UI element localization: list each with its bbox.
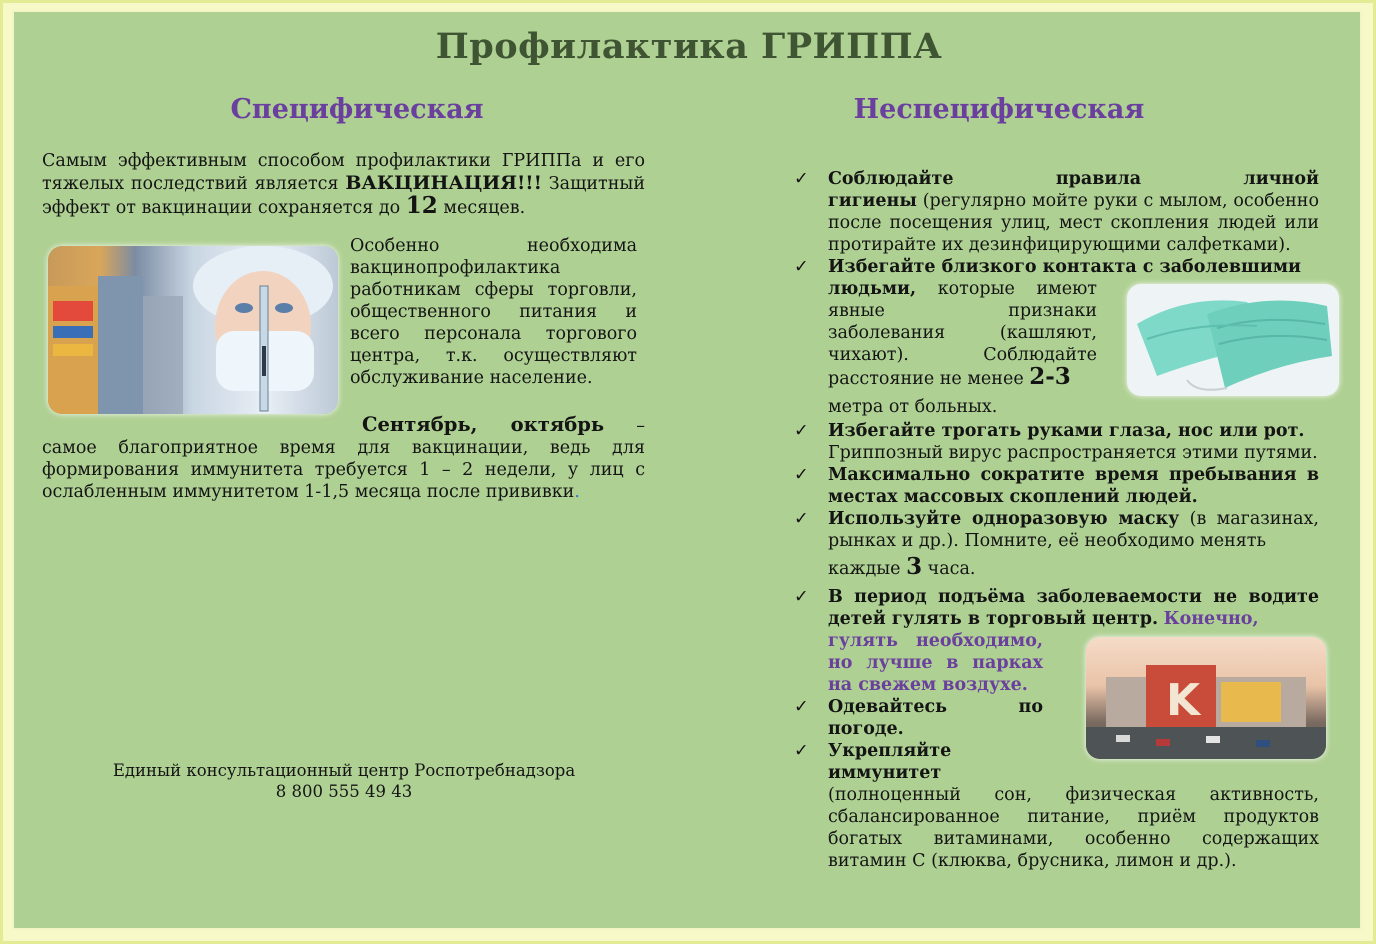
face-masks-illustration (1127, 284, 1339, 396)
check-icon: ✓ (794, 741, 809, 761)
list-item-avoid-contact: людьми, которые имеют явные признаки заболевания (кашляют, чихают). Соблюдайте расстояние не менее 2-3 (828, 279, 1097, 390)
check-icon: ✓ (794, 257, 809, 277)
list-item-children: В период подъёма заболеваемости не водите детей гулять в торговый центр. Конечно, (828, 587, 1319, 629)
leaflet (12, 10, 1362, 930)
footer-phone: 8 800 555 49 43 (275, 782, 413, 801)
check-icon: ✓ (794, 169, 809, 189)
intro-paragraph: Самым эффективным способом профилактики ГРИППа и его тяжелых последствий является ВАКЦИНАЦИЯ!!! Защитный эффект от вакцинации сохраняется до 12 месяцев. (42, 151, 645, 219)
mall-illustration (1086, 637, 1326, 759)
nonspecific-heading: Неспецифическая (853, 94, 1145, 125)
season-paragraph: Сентябрь, октябрь – самое благоприятное время для вакцинации, ведь для формирования иммунитета требуется 1 – 2 недели, у лиц с ослабленным иммунитетом 1-1,5 месяца после прививки. (42, 413, 645, 502)
nurse-syringe-image (48, 246, 338, 414)
list-item-mask-interval: каждые 3 часа. (828, 553, 976, 580)
list-item-touch-face: Избегайте трогать руками глаза, нос или рот. Гриппозный вирус распространяется этими путями. (828, 421, 1318, 463)
list-item-dress: Одевайтесь по погоде. (828, 697, 1043, 739)
list-item-mask: Используйте одноразовую маску (в магазинах, рынках и др.). Помните, её необходимо менять (828, 509, 1319, 551)
list-item-hygiene: Соблюдайте правила личной гигиены (регулярно мойте руки с мылом, особенно после посещения улиц, мест скопления людей или протирайте их дезинфицирующими салфетками). (828, 169, 1319, 255)
specific-heading: Специфическая (230, 94, 484, 125)
check-icon: ✓ (794, 697, 809, 717)
check-icon: ✓ (794, 587, 809, 607)
list-item-immunity-details: (полноценный сон, физическая активность, сбалансированное питание, приём продуктов богатых витаминами, особенно содержащих витамин С (клюква, брусника, лимон и др.). (828, 785, 1319, 871)
footer-org: Единый консультационный центр Роспотребнадзора (112, 761, 576, 780)
page-title: Профилактика ГРИППА (435, 26, 943, 67)
check-icon: ✓ (794, 421, 809, 441)
list-item-children-park: гулять необходимо, но лучше в парках на свежем воздухе. (828, 631, 1043, 695)
list-item-avoid-contact-heading: Избегайте близкого контакта с заболевшими (828, 257, 1301, 277)
nurse-syringe-illustration (48, 246, 338, 414)
list-item-crowds: Максимально сократите время пребывания в местах массовых скоплений людей. (828, 465, 1319, 507)
side-paragraph: Особенно необходима вакцинопрофилактика работникам сферы торговли, общественного питания и всего персонала торгового центра, т.к. осуществляют обслуживание население. (350, 236, 637, 388)
face-masks-image (1127, 284, 1339, 396)
check-icon: ✓ (794, 465, 809, 485)
mall-photo (1086, 637, 1326, 759)
list-item-immunity: Укрепляйте иммунитет (828, 741, 952, 783)
list-item-distance: метра от больных. (828, 397, 998, 417)
check-icon: ✓ (794, 509, 809, 529)
svg-text:K: K (1166, 675, 1201, 726)
